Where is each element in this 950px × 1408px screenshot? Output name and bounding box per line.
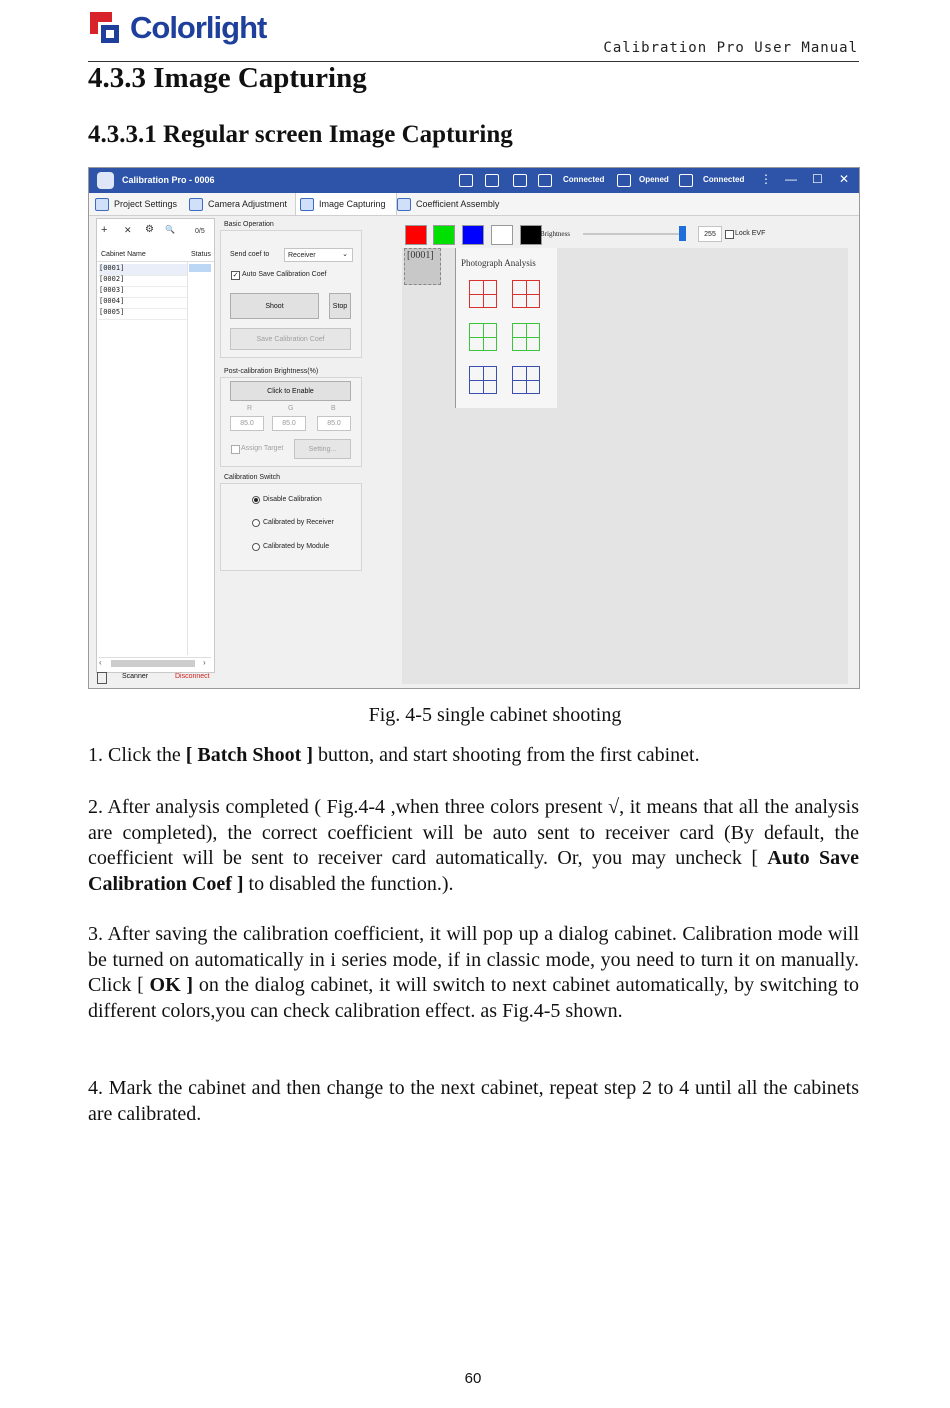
page-number: 60 xyxy=(464,1370,482,1387)
table-row[interactable]: [0002] xyxy=(99,275,187,287)
lock-evf-label: Lock EVF xyxy=(735,230,766,237)
red-swatch-button[interactable] xyxy=(405,225,427,245)
column-cabinet-name: Cabinet Name xyxy=(101,251,146,258)
step-text: 3. After saving the calibration coefficient, it will pop up a dialog cabinet. Calibration mode will be turned on automatically in i series mode, if in classic mode, you need to turn it on manually. Click [ xyxy=(88,923,859,996)
tab-label: Image Capturing xyxy=(319,199,386,209)
calibration-switch-group xyxy=(220,483,362,571)
camera-status: Connected xyxy=(563,175,605,184)
network-icon[interactable] xyxy=(679,174,693,187)
folder-icon[interactable] xyxy=(485,174,499,187)
manual-title: Calibration Pro User Manual xyxy=(603,40,858,56)
image-icon xyxy=(300,198,314,211)
table-row[interactable]: [0004] xyxy=(99,297,187,309)
scanner-icon xyxy=(97,672,107,684)
camera-adjust-icon xyxy=(189,198,203,211)
step-4 xyxy=(88,1076,859,1127)
step-text: 1. Click the xyxy=(88,744,186,766)
green-swatch-button[interactable] xyxy=(433,225,455,245)
enable-button[interactable]: Click to Enable xyxy=(230,381,351,401)
column-divider xyxy=(187,261,188,655)
chevron-down-icon: ⌄ xyxy=(342,251,348,258)
cabinet-toolbar xyxy=(97,219,214,243)
brightness-value-input[interactable]: 255 xyxy=(698,226,722,242)
cabinet-tile-label: [0001] xyxy=(407,250,434,261)
more-menu-icon[interactable]: ⋮ xyxy=(760,172,772,186)
app-window-title: Calibration Pro - 0006 xyxy=(122,175,215,185)
assign-target-label: Assign Target xyxy=(241,445,284,452)
brightness-slider-thumb[interactable] xyxy=(679,226,686,241)
column-status: Status xyxy=(191,251,211,258)
calibrated-by-module-label: Calibrated by Module xyxy=(263,543,330,550)
channel-g-label: G xyxy=(288,405,294,412)
step-text: button, and start shooting from the first cabinet. xyxy=(313,744,700,766)
subsection-heading: 4.3.3.1 Regular screen Image Capturing xyxy=(88,121,513,148)
scroll-left-icon[interactable]: ‹ xyxy=(99,658,102,667)
brightness-label: Brightness xyxy=(540,230,570,238)
calibrated-by-module-radio[interactable] xyxy=(252,543,260,551)
cabinet-tile[interactable] xyxy=(404,248,441,285)
search-icon[interactable]: 🔍 xyxy=(165,225,175,234)
basic-operation-title: Basic Operation xyxy=(224,221,274,228)
channel-g-input[interactable]: 85.0 xyxy=(272,416,306,431)
step-bold: OK ] xyxy=(149,974,194,996)
remove-cabinet-button[interactable]: ✕ xyxy=(124,225,132,235)
calibrated-by-receiver-label: Calibrated by Receiver xyxy=(263,519,334,526)
post-calibration-title: Post-calibration Brightness(%) xyxy=(224,368,319,375)
blue-swatch-button[interactable] xyxy=(462,225,484,245)
stop-button[interactable]: Stop xyxy=(329,293,351,319)
step-bold: Auto Save Calibration Coef ] xyxy=(88,847,859,895)
white-swatch-button[interactable] xyxy=(491,225,513,245)
step-1 xyxy=(88,743,859,769)
lock-evf-checkbox[interactable] xyxy=(725,230,734,239)
auto-save-checkbox[interactable]: ✓ xyxy=(232,272,239,279)
shoot-button[interactable]: Shoot xyxy=(230,293,319,319)
tab-label: Camera Adjustment xyxy=(208,199,288,209)
step-text: 4. Mark the cabinet and then change to the next cabinet, repeat step 2 to 4 until all the cabinets are calibrated. xyxy=(88,1077,859,1125)
save-icon[interactable] xyxy=(513,174,527,187)
setting-button[interactable]: Setting... xyxy=(294,439,351,459)
tab-project-settings[interactable] xyxy=(95,193,187,215)
network-status: Connected xyxy=(703,175,745,184)
close-button[interactable]: ✕ xyxy=(839,172,850,186)
tab-coefficient-assembly[interactable] xyxy=(397,193,509,215)
maximize-button[interactable]: ☐ xyxy=(812,172,823,186)
cabinet-table-header xyxy=(97,249,214,262)
black-swatch-button[interactable] xyxy=(520,225,542,245)
step-2 xyxy=(88,795,859,897)
send-coef-label: Send coef to xyxy=(230,251,270,258)
screen-status: Opened xyxy=(639,175,669,184)
section-heading: 4.3.3 Image Capturing xyxy=(88,62,367,94)
step-bold: [ Batch Shoot ] xyxy=(185,744,313,766)
monitor-icon[interactable] xyxy=(617,174,631,187)
tab-bar xyxy=(89,193,859,216)
app-screenshot xyxy=(88,167,860,689)
step-text: on the dialog cabinet, it will switch to next cabinet automatically, by switching to different colors,you can check calibration effect. as Fig.4-5 shown. xyxy=(88,974,859,1022)
brightness-slider[interactable] xyxy=(583,233,683,235)
tab-label: Coefficient Assembly xyxy=(416,199,500,209)
table-row[interactable]: [0003] xyxy=(99,286,187,298)
channel-r-input[interactable]: 85.0 xyxy=(230,416,264,431)
step-3 xyxy=(88,922,859,1024)
camera-icon[interactable] xyxy=(538,174,552,187)
gear-icon xyxy=(95,198,109,211)
channel-b-label: B xyxy=(331,405,336,412)
status-indicator xyxy=(189,264,211,272)
disable-calibration-label: Disable Calibration xyxy=(263,496,322,503)
figure-caption: Fig. 4-5 single cabinet shooting xyxy=(368,704,622,726)
tab-camera-adjustment[interactable] xyxy=(189,193,293,215)
app-icon xyxy=(97,172,114,189)
settings-icon[interactable]: ⚙ xyxy=(145,224,154,235)
horizontal-scrollbar[interactable] xyxy=(99,657,211,669)
minimize-button[interactable]: — xyxy=(785,172,797,186)
green-grid-icon xyxy=(469,323,497,351)
blue-grid-icon xyxy=(469,366,497,394)
disable-calibration-radio[interactable] xyxy=(252,496,260,504)
scroll-thumb[interactable] xyxy=(111,660,195,667)
export-icon[interactable] xyxy=(459,174,473,187)
analysis-title: Photograph Analysis xyxy=(461,258,536,268)
assembly-icon xyxy=(397,198,411,211)
tab-label: Project Settings xyxy=(114,199,178,209)
send-coef-value: Receiver xyxy=(288,251,316,259)
auto-save-label: Auto Save Calibration Coef xyxy=(242,271,327,278)
scanner-bar xyxy=(89,671,219,685)
red-grid-icon xyxy=(512,280,540,308)
table-row[interactable]: [0005] xyxy=(99,308,187,320)
post-calibration-group xyxy=(220,377,362,467)
send-coef-select[interactable] xyxy=(284,248,353,262)
table-row[interactable]: [0001] xyxy=(99,264,187,276)
app-titlebar xyxy=(89,168,859,193)
photograph-analysis-panel xyxy=(455,248,557,408)
channel-b-input[interactable]: 85.0 xyxy=(317,416,351,431)
cabinet-list-panel xyxy=(96,218,215,673)
channel-r-label: R xyxy=(247,405,253,412)
blue-grid-icon xyxy=(512,366,540,394)
red-grid-icon xyxy=(469,280,497,308)
logo-mark-icon xyxy=(88,10,128,50)
disconnect-link[interactable]: Disconnect xyxy=(175,673,210,680)
logo-text: Colorlight xyxy=(130,10,267,45)
scanner-label: Scanner xyxy=(122,673,149,680)
step-text: 2. After analysis completed ( Fig.4-4 ,when three colors present √, it means that all the analysis are completed), the correct coefficient will be auto sent to receiver card (By default, the coefficient will be sent to receiver card automatically. Or, you may uncheck [ xyxy=(88,796,859,869)
scroll-right-icon[interactable]: › xyxy=(203,658,206,667)
tab-image-capturing[interactable] xyxy=(295,193,397,215)
green-grid-icon xyxy=(512,323,540,351)
calibration-switch-title: Calibration Switch xyxy=(224,474,281,481)
cabinet-count: 0/5 xyxy=(195,228,205,235)
save-coef-button[interactable]: Save Calibration Coef xyxy=(230,328,351,350)
assign-target-checkbox[interactable] xyxy=(231,445,240,454)
step-text: to disabled the function.). xyxy=(243,872,454,895)
basic-operation-group xyxy=(220,230,362,358)
add-cabinet-button[interactable]: + xyxy=(101,224,108,236)
calibrated-by-receiver-radio[interactable] xyxy=(252,519,260,527)
